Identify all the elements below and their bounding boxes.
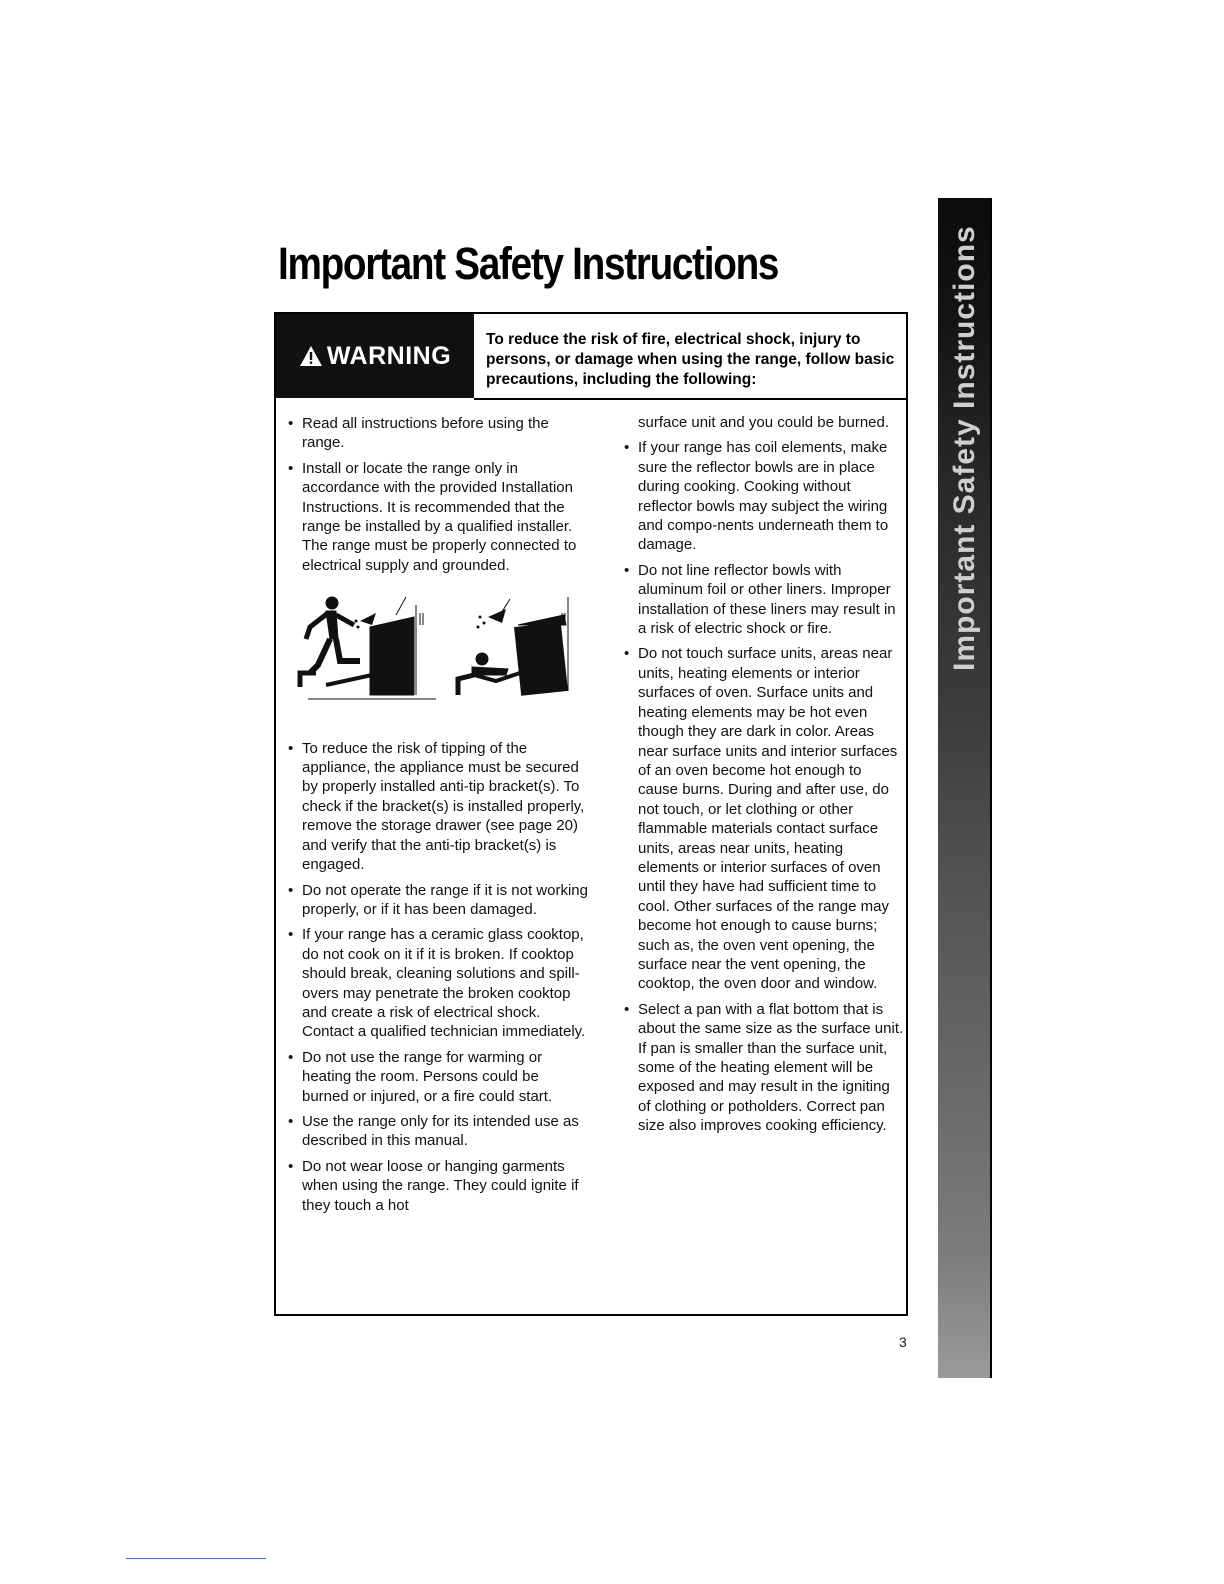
list-item: • Install or locate the range only in accordance with the provided Installation Instructions. It is recommended that the range be installed by a qualified installer. The range must be properly connected to electrical supply and grounded. xyxy=(288,459,588,575)
divider xyxy=(474,398,906,400)
side-tab-label: Important Safety Instructions xyxy=(948,225,981,671)
warning-text: To reduce the risk of fire, electrical shock, injury to persons, or damage when using the range, follow basic precautions, including the following: xyxy=(486,331,895,388)
page-title: Important Safety Instructions xyxy=(278,238,779,289)
tipping-range-illustration xyxy=(296,595,586,703)
list-item: • If your range has coil elements, make sure the reflector bowls are in place during cooking. Cooking without reflector bowls may subject the wiring and compo-nents underneath them to damage. xyxy=(624,438,904,554)
list-item-continuation: surface unit and you could be burned. xyxy=(638,414,890,431)
footnote-rule xyxy=(126,1558,266,1559)
warning-banner xyxy=(276,314,474,398)
list-item: • Do not use the range for warming or heating the room. Persons could be burned or injured, or a fire could start. xyxy=(288,1048,588,1106)
warning-triangle-icon xyxy=(299,345,323,367)
list-item: • Do not wear loose or hanging garments when using the range. They could ignite if they touch a hot xyxy=(288,1157,588,1215)
right-column xyxy=(624,413,904,1142)
side-tab-edge xyxy=(990,198,992,1378)
list-item: • Do not line reflector bowls with aluminum foil or other liners. Improper installation of these liners may result in a risk of electric shock or fire. xyxy=(624,561,904,639)
page-number: 3 xyxy=(899,1334,907,1350)
list-item: • Read all instructions before using the range. xyxy=(288,414,588,453)
list-item: • If your range has a ceramic glass cooktop, do not cook on it if it is broken. If cooktop should break, cleaning solutions and spill-overs may penetrate the broken cooktop and create a risk of electrical shock. Contact a qualified technician immediately. xyxy=(288,925,588,1041)
list-item: • Use the range only for its intended use as described in this manual. xyxy=(288,1112,588,1151)
list-item: • Select a pan with a flat bottom that is about the same size as the surface unit. If pan is smaller than the surface unit, some of the heating element will be exposed and may result in the igniting of clothing or potholders. Correct pan size also improves cooking efficiency. xyxy=(624,1000,904,1136)
warning-box xyxy=(274,312,908,1316)
left-column xyxy=(288,414,588,1221)
list-item: • Do not touch surface units, areas near units, heating elements or interior surfaces of oven. Surface units and heating elements may be hot even though they are dark in color. Areas near surface units and interior surfaces of an oven become hot enough to cause burns. During and after use, do not touch, or let clothing or other flammable materials contact surface units, areas near units, heating elements or interior surfaces of oven until they have had sufficient time to cool. Other surfaces of the range may become hot enough to cause burns; such as, the oven vent opening, the surface near the vent opening, the cooktop, the oven door and window. xyxy=(624,644,904,993)
list-item: • To reduce the risk of tipping of the appliance, the appliance must be secured by properly installed anti-tip bracket(s). To check if the bracket(s) is installed properly, remove the storage drawer (see page 20) and verify that the anti-tip bracket(s) is engaged. xyxy=(288,739,588,875)
warning-label: WARNING xyxy=(326,341,452,370)
list-item: • Do not operate the range if it is not working properly, or if it has been damaged. xyxy=(288,881,588,920)
